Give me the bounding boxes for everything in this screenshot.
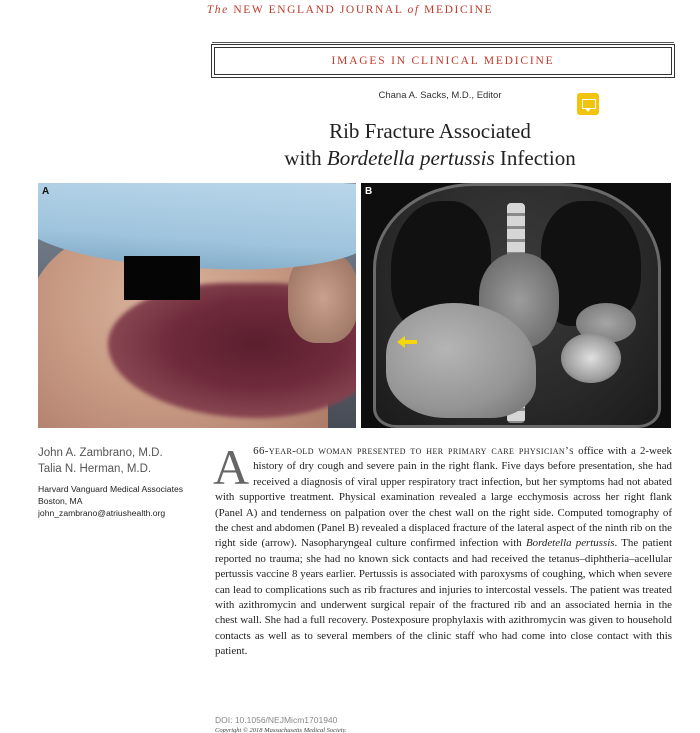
body-text-2: . The patient reported no trauma; she had no known sick contacts and had received the tetanus–diphtheria–acellular pertussis vaccine 8 years earlier. Pertussis is associated with paroxysms of coughing, which when severe can lead to complications such as rib fractures and injuries to intercostal vessels. The patient was treated with azithromycin and underwent surgical repair of the fractured rib and an associated hernia in the chest wall. She had a full recovery. Postexposure prophylaxis with azithromycin was given to household contacts as well as to several members of the clinic staff who had come into close contact with this patient. <box>215 537 672 658</box>
drop-cap: A <box>213 439 250 495</box>
author-name: John A. Zambrano, M.D. <box>38 447 163 459</box>
editor-credit: Chana A. Sacks, M.D., Editor <box>378 90 502 101</box>
panel-b-ct-scan <box>361 183 671 428</box>
section-header <box>214 47 672 75</box>
affiliation-line: Harvard Vanguard Medical Associates <box>38 484 184 494</box>
title-line-1: Rib Fracture Associated <box>329 119 531 143</box>
author-email: john_zambrano@atriushealth.org <box>38 508 166 518</box>
journal-name-end: MEDICINE <box>424 4 494 16</box>
title-line-2 <box>220 145 640 172</box>
photo-censor-bar <box>124 256 200 300</box>
article-title <box>220 118 640 172</box>
author-block <box>38 445 208 519</box>
section-title: IMAGES IN CLINICAL MEDICINE <box>331 55 555 67</box>
affiliation <box>38 483 208 519</box>
panel-b-label: B <box>365 186 373 197</box>
journal-name-main: NEW ENGLAND JOURNAL <box>233 4 404 16</box>
author-name: Talia N. Herman, M.D. <box>38 463 152 475</box>
ct-kidney <box>561 333 621 383</box>
copyright: Copyright © 2018 Massachusetts Medical Society. <box>215 727 347 733</box>
panel-a-label: A <box>42 186 50 197</box>
article-body <box>213 439 672 660</box>
body-text-1: office with a 2-week history of dry cough and severe pain in the right flank. Five days before presentation, she had received a diagnosis of viral upper respiratory tract infection, but her symptoms had not abated with supportive treatment. Physical examination revealed a large ecchymosis across her right flank (Panel A) and tenderness on palpation over the chest wall on the right side. Computed tomography of the chest and abdomen (Panel B) revealed a displaced fracture of the lateral aspect of the ninth rib on the right side (arrow). Nasopharyngeal culture confirmed infection with <box>215 445 672 550</box>
journal-masthead <box>0 4 700 16</box>
doi: DOI: 10.1056/NEJMicm1701940 <box>215 715 338 725</box>
organism-name: Bordetella pertussis <box>525 537 615 550</box>
panel-a-photo <box>38 183 356 428</box>
arrow-icon <box>397 336 417 348</box>
section-divider <box>212 42 674 43</box>
comment-icon[interactable] <box>577 93 599 115</box>
lead-in: 66-year-old woman presented to her primary care physician’s <box>253 445 574 457</box>
affiliation-line: Boston, MA <box>38 496 83 506</box>
title-pre: with <box>284 146 327 170</box>
title-post: Infection <box>494 146 576 170</box>
journal-name-of: of <box>407 4 420 16</box>
title-italic: Bordetella pertussis <box>326 146 495 170</box>
journal-name-the: The <box>206 4 229 16</box>
